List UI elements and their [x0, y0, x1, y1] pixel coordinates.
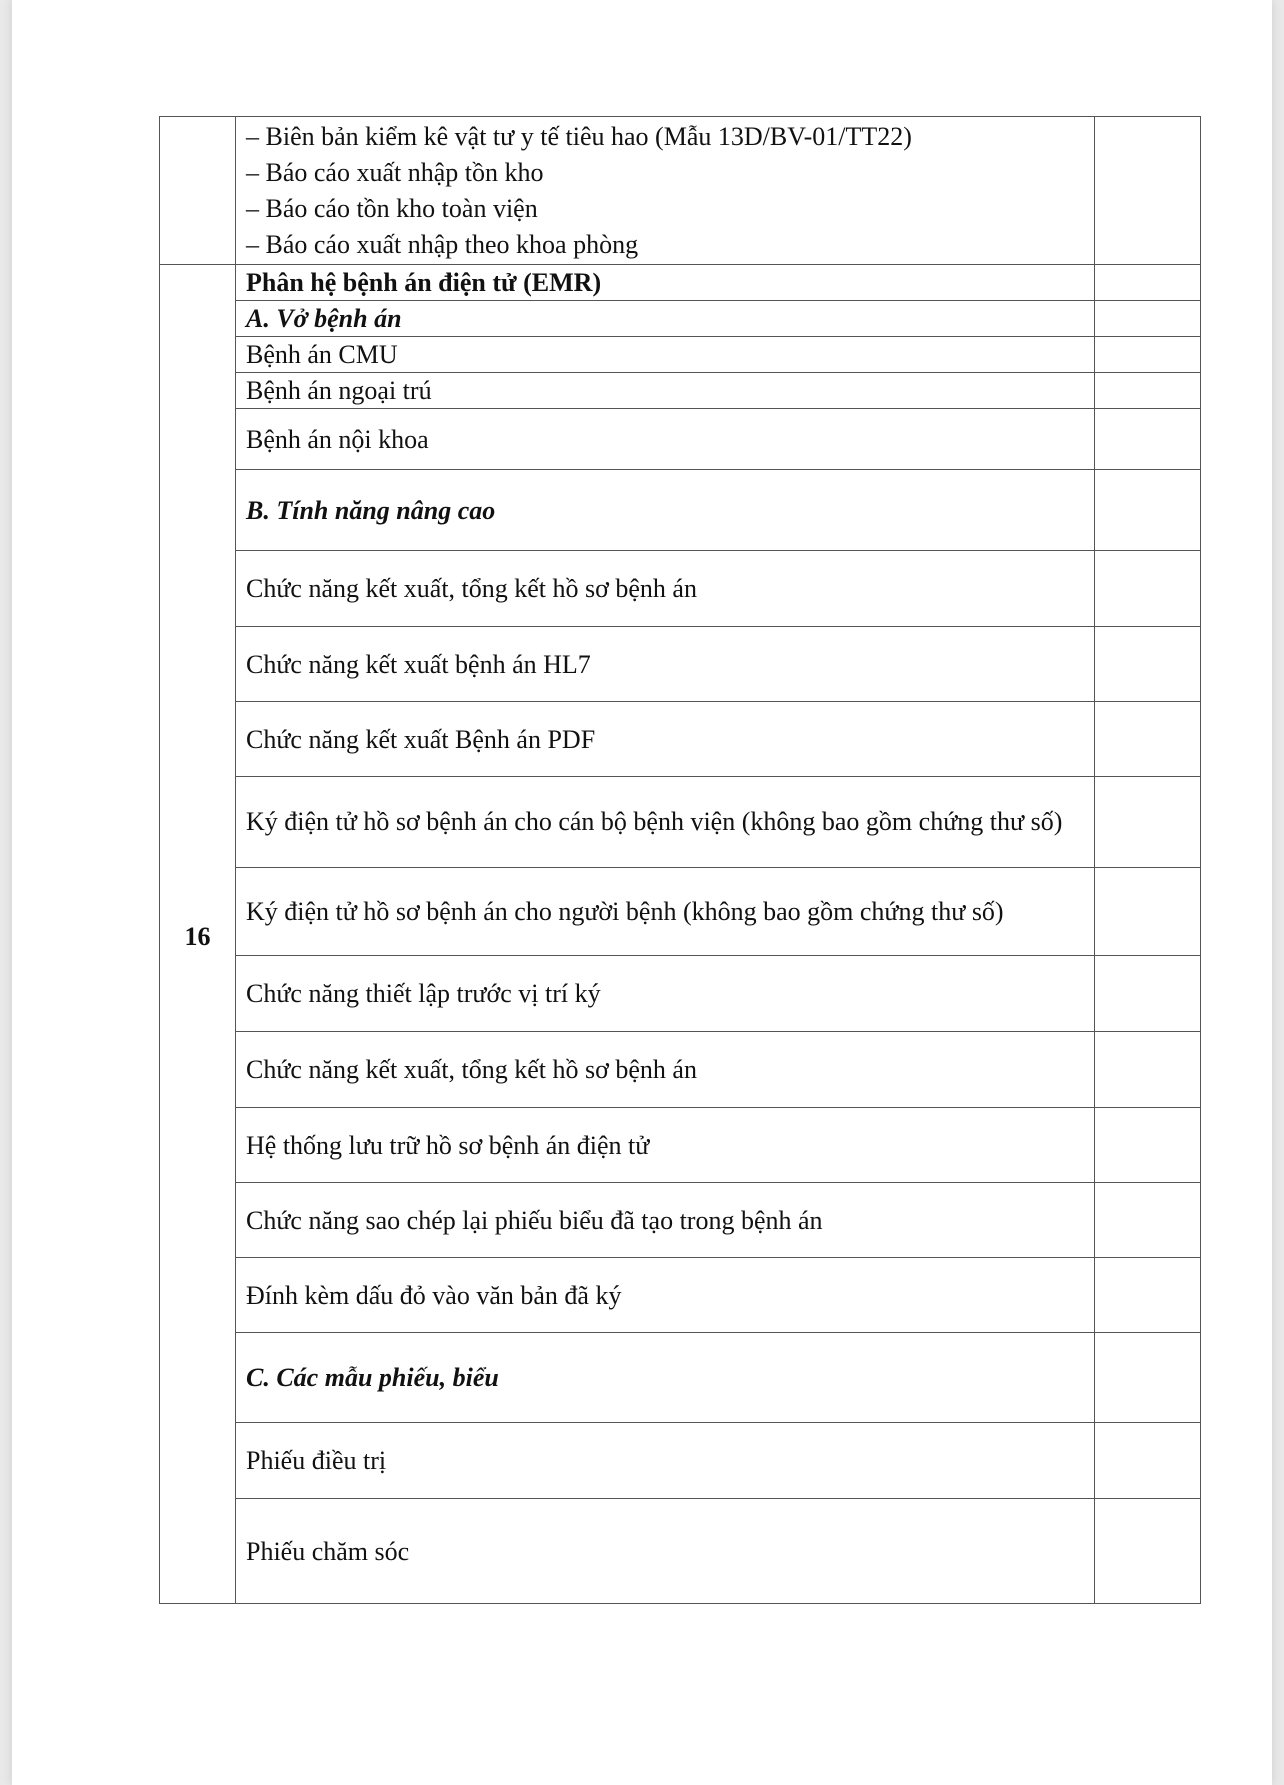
table-row	[160, 1423, 1201, 1499]
row-text: Chức năng kết xuất bệnh án HL7	[236, 627, 1095, 702]
note-cell	[1095, 956, 1201, 1032]
table-row	[160, 1499, 1201, 1604]
list-item: – Báo cáo tồn kho toàn viện	[246, 193, 538, 223]
note-cell	[1095, 337, 1201, 373]
table-row	[160, 627, 1201, 702]
list-item: – Báo cáo xuất nhập tồn kho	[246, 157, 544, 187]
row-text: Bệnh án CMU	[236, 337, 1095, 373]
note-cell	[1095, 301, 1201, 337]
note-cell	[1095, 1499, 1201, 1604]
note-cell	[1095, 777, 1201, 868]
table-row	[160, 373, 1201, 409]
note-cell	[1095, 868, 1201, 956]
note-cell	[1095, 1333, 1201, 1423]
row-text: Chức năng kết xuất, tổng kết hồ sơ bệnh án	[236, 1032, 1095, 1108]
note-cell	[1095, 1108, 1201, 1183]
list-item: – Biên bản kiểm kê vật tư y tế tiêu hao (Mẫu 13D/BV-01/TT22)	[246, 121, 912, 151]
section-title: Phân hệ bệnh án điện tử (EMR)	[236, 265, 1095, 301]
table-row	[160, 868, 1201, 956]
stt-cell	[160, 117, 236, 265]
table-row	[160, 337, 1201, 373]
subsection-heading: A. Vở bệnh án	[236, 301, 1095, 337]
table-row	[160, 702, 1201, 777]
note-cell	[1095, 702, 1201, 777]
note-cell	[1095, 1032, 1201, 1108]
document-page	[12, 0, 1272, 1785]
table-row	[160, 117, 1201, 265]
row-text: Bệnh án nội khoa	[236, 409, 1095, 470]
report-list-cell	[236, 117, 1095, 265]
table-row	[160, 956, 1201, 1032]
table-row	[160, 1183, 1201, 1258]
stt-number: 16	[160, 265, 236, 1604]
row-text: Ký điện tử hồ sơ bệnh án cho người bệnh (không bao gồm chứng thư số)	[236, 868, 1095, 956]
note-cell	[1095, 551, 1201, 627]
table-row	[160, 551, 1201, 627]
note-cell	[1095, 409, 1201, 470]
row-text: Chức năng kết xuất Bệnh án PDF	[236, 702, 1095, 777]
table-row	[160, 409, 1201, 470]
row-text: Đính kèm dấu đỏ vào văn bản đã ký	[236, 1258, 1095, 1333]
row-text: Ký điện tử hồ sơ bệnh án cho cán bộ bệnh viện (không bao gồm chứng thư số)	[236, 777, 1095, 868]
table-row	[160, 1333, 1201, 1423]
note-cell	[1095, 1423, 1201, 1499]
row-text: Chức năng thiết lập trước vị trí ký	[236, 956, 1095, 1032]
row-text: Bệnh án ngoại trú	[236, 373, 1095, 409]
subsection-heading: B. Tính năng nâng cao	[236, 470, 1095, 551]
table-row	[160, 777, 1201, 868]
note-cell	[1095, 627, 1201, 702]
note-cell	[1095, 373, 1201, 409]
row-text: Hệ thống lưu trữ hồ sơ bệnh án điện tử	[236, 1108, 1095, 1183]
subsection-heading: C. Các mẫu phiếu, biểu	[236, 1333, 1095, 1423]
row-text: Phiếu chăm sóc	[236, 1499, 1095, 1604]
table-row	[160, 1032, 1201, 1108]
feature-table	[159, 116, 1201, 1604]
table-row	[160, 470, 1201, 551]
table-row	[160, 1108, 1201, 1183]
table-row	[160, 265, 1201, 301]
table-row	[160, 1258, 1201, 1333]
note-cell	[1095, 1183, 1201, 1258]
table-row	[160, 301, 1201, 337]
note-cell	[1095, 470, 1201, 551]
row-text: Chức năng kết xuất, tổng kết hồ sơ bệnh án	[236, 551, 1095, 627]
note-cell	[1095, 117, 1201, 265]
row-text: Phiếu điều trị	[236, 1423, 1095, 1499]
list-item: – Báo cáo xuất nhập theo khoa phòng	[246, 229, 639, 259]
note-cell	[1095, 1258, 1201, 1333]
note-cell	[1095, 265, 1201, 301]
row-text: Chức năng sao chép lại phiếu biểu đã tạo trong bệnh án	[236, 1183, 1095, 1258]
